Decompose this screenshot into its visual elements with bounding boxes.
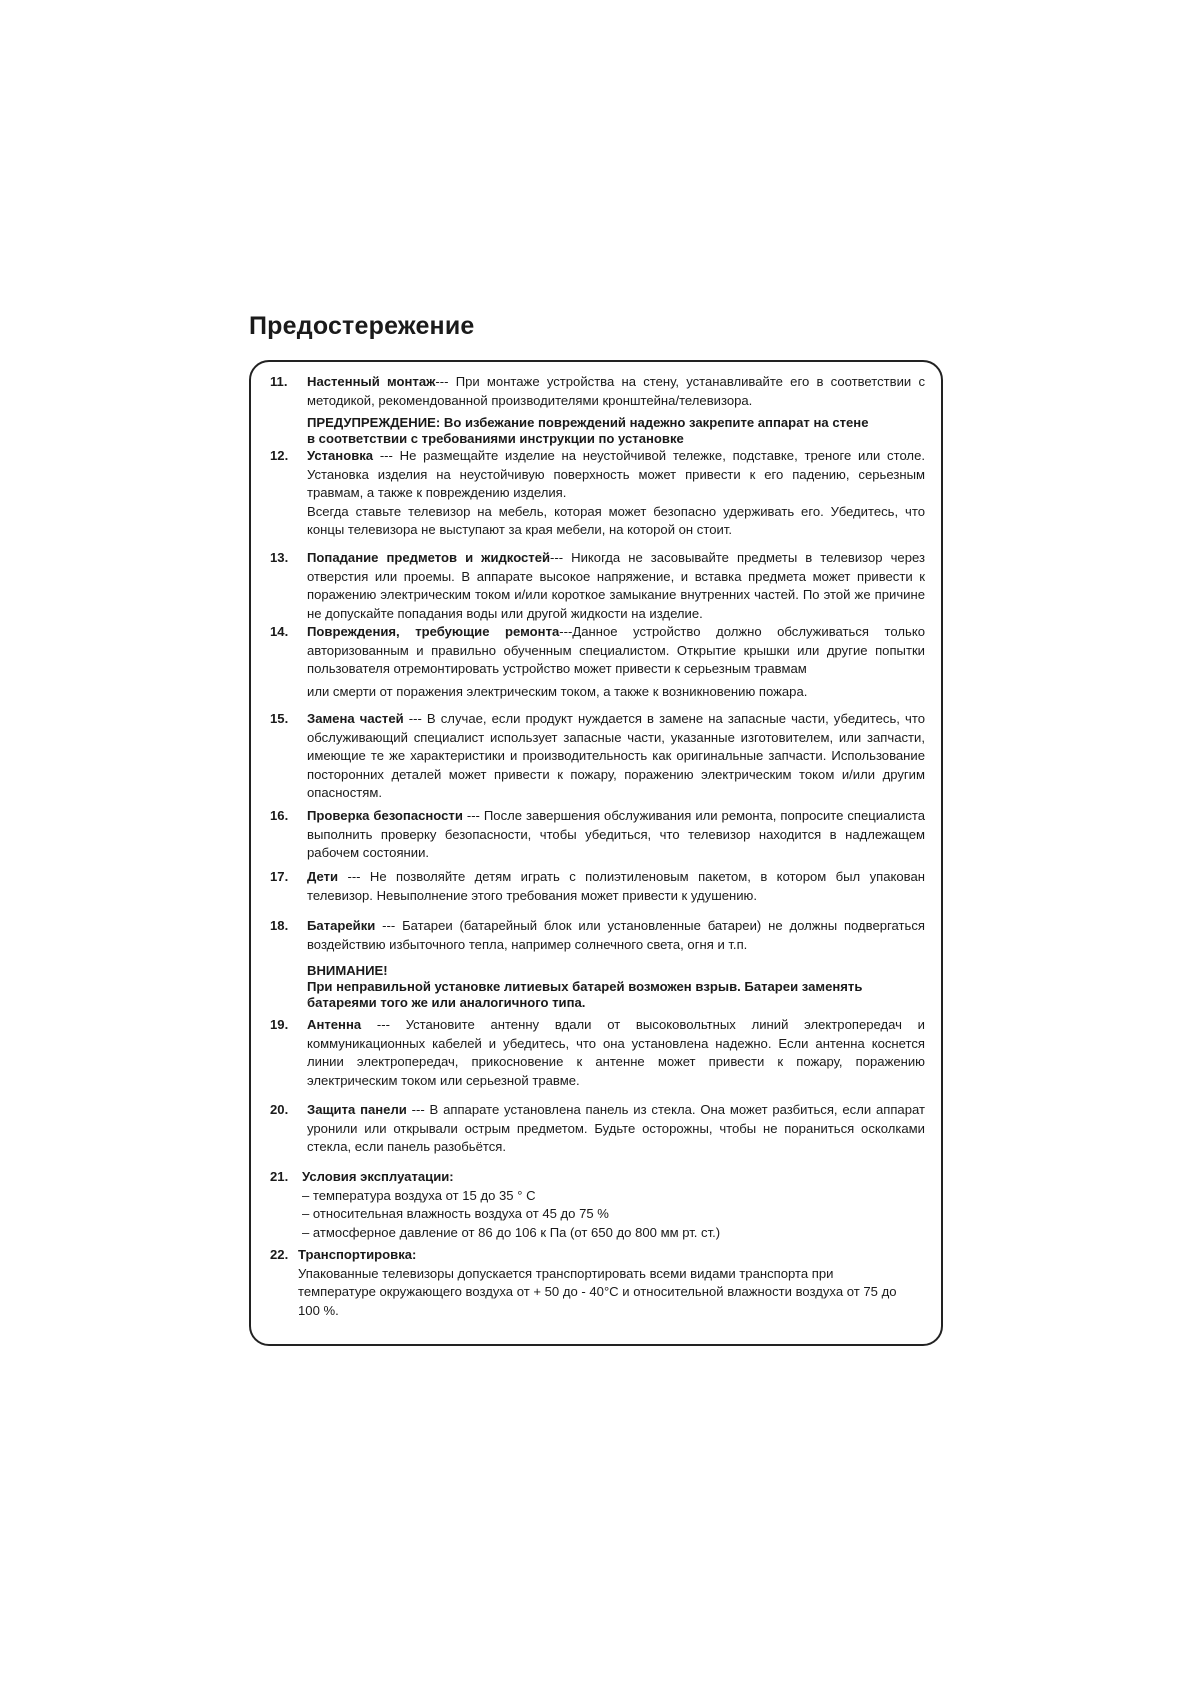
item-text-2: Всегда ставьте телевизор на мебель, которая может безопасно удерживать его. Убедитесь, что концы телевизора не выступают за края мебели, на которой он стоит.: [307, 503, 925, 537]
item-text: --- В случае, если продукт нуждается в замене на запасные части, убедитесь, что обслуживающий специалист использует запасные части, указанные изготовителем, или запчасти, имеющие те же характеристики и производительность как оригинальные запчасти. Использование посторонних деталей может привести к пожару, поражению электрическим током и/или другим опасностям.: [307, 711, 925, 800]
item-number: 12.: [270, 448, 289, 463]
item-label: Дети: [307, 869, 339, 884]
item-text-2: или смерти от поражения электрическим током, а также к возникновению пожара.: [307, 683, 808, 699]
warning-text: ПРЕДУПРЕЖДЕНИЕ: Во избежание повреждений надежно закрепите аппарат на стене в соответствии с требованиями инструкции по установке: [307, 415, 869, 446]
item-text: --- В аппарате установлена панель из стекла. Она может разбиться, если аппарат уронили или открывали острым предметом. Будьте осторожны, чтобы не пораниться осколками стекла, если панель разобьётся.: [307, 1102, 925, 1154]
item-text: ---Данное устройство должно обслуживаться только авторизованным и правильно обученным специалистом. Открытие крышки или другие попытки пользователя отремонтировать устройство может привести к серьезным травмам: [307, 624, 925, 676]
item-line: – атмосферное давление от 86 до 106 к Па (от 650 до 800 мм рт. ст.): [302, 1224, 721, 1240]
item-label: Батарейки: [307, 918, 376, 933]
item-label: Транспортировка:: [298, 1247, 417, 1262]
item-number: 13.: [270, 550, 289, 565]
item-text: --- Не позволяйте детям играть с полиэтиленовым пакетом, в котором был упакован телевизор. Невыполнение этого требования может привести к удушению.: [307, 869, 925, 903]
caution-box: [249, 360, 943, 1346]
caution-text: ВНИМАНИЕ! При неправильной установке литиевых батарей возможен взрыв. Батареи заменять батареями того же или аналогичного типа.: [307, 963, 863, 1010]
item-line: – температура воздуха от 15 до 35 ° С: [302, 1187, 536, 1203]
item-number: 20.: [270, 1102, 289, 1117]
page-title: Предостережение: [249, 312, 475, 340]
item-label: Попадание предметов и жидкостей: [307, 550, 551, 565]
item-number: 17.: [270, 869, 289, 884]
item-number: 11.: [270, 374, 288, 389]
item-text: --- Никогда не засовывайте предметы в телевизор через отверстия или проемы. В аппарате высокое напряжение, и вставка предмета может привести к поражению электрическим током и/или короткое замыкание внутренних частей. По этой же причине не допускайте попадания воды или другой жидкости на изделие.: [307, 550, 925, 621]
item-number: 18.: [270, 918, 289, 933]
item-number: 16.: [270, 808, 289, 823]
item-line: – относительная влажность воздуха от 45 до 75 %: [302, 1206, 609, 1221]
item-label: Замена частей: [307, 711, 404, 726]
item-text: --- Установите антенну вдали от высоковольтных линий электропередач и коммуникационных кабелей и убедитесь, что она установлена надежно. Если антенна коснется линии электропередач, прикосновение к антенне может привести к пожару, поражению электрическим током или серьезной травме.: [307, 1017, 925, 1088]
item-label: Антенна: [307, 1017, 362, 1032]
item-number: 14.: [270, 624, 289, 639]
item-text: --- При монтаже устройства на стену, устанавливайте его в соответствии с методикой, рекомендованной производителями кронштейна/телевизора.: [307, 374, 925, 408]
item-text: --- Не размещайте изделие на неустойчивой тележке, подставке, треноге или столе. Установка изделия на неустойчивую поверхность может привести к его падению, серьезным травмам, а также к повреждению изделия.: [307, 448, 925, 500]
item-label: Проверка безопасности: [307, 808, 463, 823]
item-label: Установка: [307, 448, 374, 463]
item-text: Упакованные телевизоры допускается транспортировать всеми видами транспорта при температуре окружающего воздуха от + 50 до - 40°С и относительной влажности воздуха от 75 до 100 %.: [298, 1265, 897, 1318]
item-text: --- После завершения обслуживания или ремонта, попросите специалиста выполнить проверку безопасности, чтобы убедиться, что телевизор находится в надлежащем рабочем состоянии.: [307, 808, 925, 860]
item-number: 15.: [270, 711, 289, 726]
item-label: Условия эксплуатации:: [302, 1169, 454, 1184]
item-number: 21.: [270, 1169, 289, 1184]
item-text: --- Батареи (батарейный блок или установленные батареи) не должны подвергаться воздействию избыточного тепла, например солнечного света, огня и т.п.: [307, 918, 925, 952]
item-label: Настенный монтаж: [307, 374, 436, 389]
item-number: 19.: [270, 1017, 289, 1032]
item-number: 22.: [270, 1247, 289, 1262]
item-label: Повреждения, требующие ремонта: [307, 624, 560, 639]
item-label: Защита панели: [307, 1102, 407, 1117]
